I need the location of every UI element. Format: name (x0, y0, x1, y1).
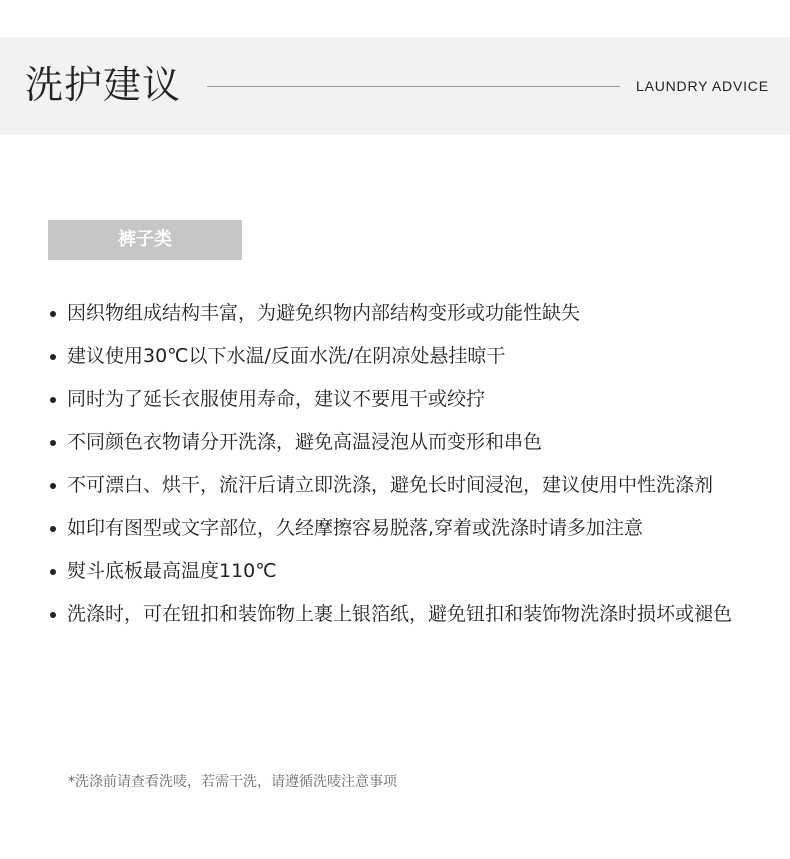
advice-text: 同时为了延长衣服使用寿命，建议不要甩干或绞拧 (67, 388, 486, 410)
advice-item (50, 421, 750, 464)
page-subtitle: LAUNDRY ADVICE (636, 78, 769, 94)
bullet-icon (50, 354, 56, 360)
advice-item (50, 378, 750, 421)
advice-text: 如印有图型或文字部位，久经摩擦容易脱落,穿着或洗涤时请多加注意 (67, 517, 644, 539)
bullet-icon (50, 612, 56, 618)
advice-item (50, 550, 750, 593)
advice-text: 因织物组成结构丰富，为避免织物内部结构变形或功能性缺失 (67, 302, 581, 324)
advice-item (50, 593, 750, 636)
bullet-icon (50, 526, 56, 532)
advice-list (50, 292, 750, 636)
advice-text: 洗涤时，可在钮扣和装饰物上裹上银箔纸，避免钮扣和装饰物洗涤时损坏或褪色 (67, 603, 733, 625)
bullet-icon (50, 483, 56, 489)
advice-text: 不可漂白、烘干，流汗后请立即洗涤，避免长时间浸泡，建议使用中性洗涤剂 (67, 474, 714, 496)
advice-text: 建议使用30℃以下水温/反面水洗/在阴凉处悬挂晾干 (67, 345, 506, 367)
bullet-icon (50, 440, 56, 446)
advice-item (50, 292, 750, 335)
advice-text: 熨斗底板最高温度110℃ (67, 560, 277, 582)
page-title: 洗护建议 (25, 63, 182, 107)
advice-item (50, 464, 750, 507)
bullet-icon (50, 311, 56, 317)
footnote: *洗涤前请查看洗唛，若需干洗，请遵循洗唛注意事项 (68, 774, 397, 790)
advice-item (50, 507, 750, 550)
header-divider (207, 86, 620, 87)
category-tag: 裤子类 (48, 220, 242, 260)
advice-item (50, 335, 750, 378)
bullet-icon (50, 397, 56, 403)
bullet-icon (50, 569, 56, 575)
advice-text: 不同颜色衣物请分开洗涤，避免高温浸泡从而变形和串色 (67, 431, 543, 453)
